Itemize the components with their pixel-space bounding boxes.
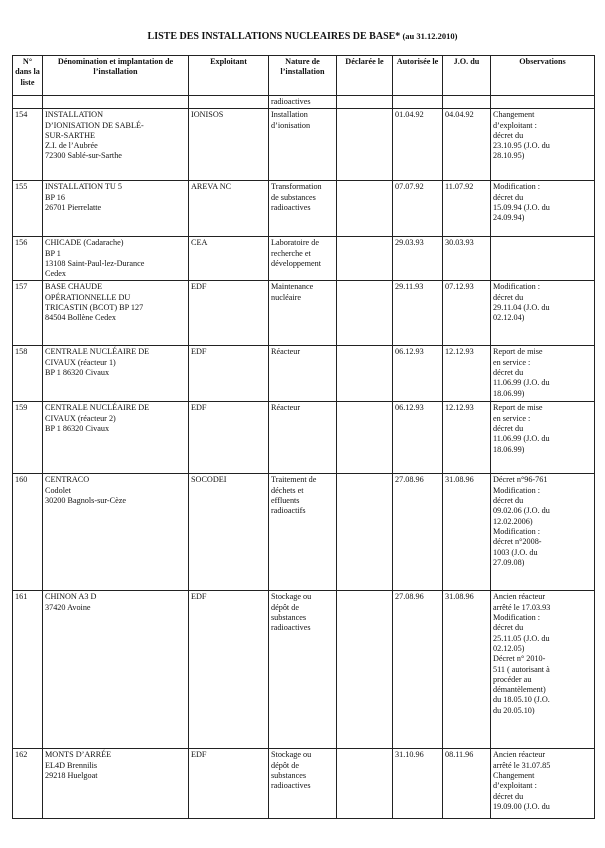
cell-observations [491, 237, 595, 281]
cell-declaree [337, 402, 393, 474]
table-row [13, 237, 595, 281]
title-main: LISTE DES INSTALLATIONS NUCLEAIRES DE BASE* [147, 31, 401, 42]
cell-line: arrêté le 31.07.85 [493, 760, 551, 770]
cell-line: 12.02.2006) [493, 516, 533, 526]
header-exploitant: Exploitant [189, 56, 269, 96]
cell-observations [491, 281, 595, 346]
cell-line: dépôt de [271, 760, 299, 770]
cell-line: Réacteur [271, 347, 301, 357]
cell-line: CIVAUX (réacteur 2) [45, 413, 116, 423]
header-declaree: Déclarée le [337, 56, 393, 96]
cell-line: en service : [493, 357, 531, 367]
cell-line: substances [271, 613, 307, 623]
cell-line: Changement [493, 110, 535, 120]
cell-num: 161 [13, 591, 43, 749]
cell-num: 162 [13, 749, 43, 819]
cell-line: 72300 Sablé-sur-Sarthe [45, 151, 122, 161]
header-num: N° dans la liste [13, 56, 43, 96]
cell-line: MONTS D’ARRÉE [45, 750, 112, 760]
cell-line: 11.06.99 (J.O. du [493, 378, 550, 388]
cell-exploitant: AREVA NC [189, 181, 269, 237]
cell-line: Installation [271, 110, 308, 120]
cell-line: CHICADE (Cadarache) [45, 238, 124, 248]
title-date: (au 31.12.2010) [400, 31, 458, 41]
table-header-row [13, 56, 595, 96]
cell-nature [269, 109, 337, 181]
cell-autorisee: 01.04.92 [393, 109, 443, 181]
cell-declaree [337, 281, 393, 346]
cell-line: 23.10.95 (J.O. du [493, 141, 550, 151]
cell-observations [491, 474, 595, 591]
header-nature: Nature de l’installation [269, 56, 337, 96]
cell-line: procéder au [493, 674, 532, 684]
cell-nature [269, 474, 337, 591]
header-autorisee: Autorisée le [393, 56, 443, 96]
cell-line: TRICASTIN (BCOT) BP 127 [45, 303, 144, 313]
cell-line: déchets et [271, 485, 304, 495]
cell-name [43, 181, 189, 237]
cell-line: décret n°2008- [493, 537, 542, 547]
cell-line: Modification : [493, 282, 541, 292]
cell-autorisee [393, 96, 443, 109]
cell-line: 25.11.05 (J.O. du [493, 633, 550, 643]
cell-line: Cedex [45, 269, 66, 279]
cell-line: Décret n°96-761 [493, 475, 548, 485]
cell-line: Modification : [493, 526, 541, 536]
cell-line: 511 ( autorisant à [493, 664, 550, 674]
cell-line: 02.12.04) [493, 313, 525, 323]
cell-line: radioactifs [271, 506, 306, 516]
cell-exploitant: EDF [189, 281, 269, 346]
cell-jo: 12.12.93 [443, 402, 491, 474]
cell-observations [491, 402, 595, 474]
cell-line: SUR-SARTHE [45, 130, 96, 140]
cell-declaree [337, 109, 393, 181]
cell-line: décret du [493, 623, 524, 633]
cell-name [43, 109, 189, 181]
cell-line: 28.10.95) [493, 151, 525, 161]
cell-line: d’exploitant : [493, 781, 537, 791]
cell-line: 09.02.06 (J.O. du [493, 506, 550, 516]
cell-name [43, 281, 189, 346]
cell-line: décret du [493, 130, 524, 140]
cell-line: de substances [271, 192, 316, 202]
cell-line: CENTRACO [45, 475, 90, 485]
cell-line: d’ionisation [271, 120, 311, 130]
cell-line: 11.06.99 (J.O. du [493, 434, 550, 444]
cell-line: D’IONISATION DE SABLÉ- [45, 120, 144, 130]
cell-line: Modification : [493, 485, 541, 495]
cell-declaree [337, 474, 393, 591]
cell-autorisee: 29.03.93 [393, 237, 443, 281]
cell-line: 30200 Bagnols-sur-Cèze [45, 496, 127, 506]
cell-line: 84504 Bollène Cedex [45, 313, 116, 323]
cell-line: 19.09.00 (J.O. du [493, 801, 550, 811]
cell-autorisee: 06.12.93 [393, 402, 443, 474]
cell-line: CIVAUX (réacteur 1) [45, 357, 116, 367]
cell-nature [269, 346, 337, 402]
cell-line: d’exploitant : [493, 120, 537, 130]
cell-exploitant: EDF [189, 402, 269, 474]
cell-line: Réacteur [271, 403, 301, 413]
cell-declaree [337, 346, 393, 402]
cell-observations [491, 96, 595, 109]
cell-jo: 08.11.96 [443, 749, 491, 819]
cell-line: 13108 Saint-Paul-lez-Durance [45, 258, 145, 268]
cell-declaree [337, 237, 393, 281]
cell-num: 160 [13, 474, 43, 591]
cell-autorisee: 27.08.96 [393, 474, 443, 591]
cell-line: Traitement de [271, 475, 317, 485]
cell-nature [269, 749, 337, 819]
cell-exploitant: IONISOS [189, 109, 269, 181]
cell-line: décret du [493, 192, 524, 202]
cell-exploitant: SOCODEI [189, 474, 269, 591]
table-row [13, 181, 595, 237]
cell-line: Modification : [493, 182, 541, 192]
cell-num: 156 [13, 237, 43, 281]
cell-num: 158 [13, 346, 43, 402]
cell-line: 15.09.94 (J.O. du [493, 202, 550, 212]
cell-num: 154 [13, 109, 43, 181]
cell-observations [491, 181, 595, 237]
cell-name [43, 96, 189, 109]
cell-jo [443, 96, 491, 109]
cell-line: BP 16 [45, 192, 65, 202]
cell-line: Transformation [271, 182, 322, 192]
cell-line: BP 1 [45, 248, 61, 258]
cell-autorisee: 31.10.96 [393, 749, 443, 819]
cell-name [43, 237, 189, 281]
table-row [13, 591, 595, 749]
cell-line: 27.09.08) [493, 557, 525, 567]
cell-jo: 30.03.93 [443, 237, 491, 281]
cell-jo: 11.07.92 [443, 181, 491, 237]
table-row [13, 749, 595, 819]
cell-line: 37420 Avoine [45, 602, 91, 612]
cell-line: recherche et [271, 248, 311, 258]
cell-line: CENTRALE NUCLÉAIRE DE [45, 347, 150, 357]
cell-autorisee: 06.12.93 [393, 346, 443, 402]
table-row [13, 474, 595, 591]
cell-num: 157 [13, 281, 43, 346]
cell-exploitant: EDF [189, 591, 269, 749]
cell-line: arrêté le 17.03.93 [493, 602, 551, 612]
cell-declaree [337, 181, 393, 237]
cell-line: BP 1 86320 Civaux [45, 424, 110, 434]
header-jo: J.O. du [443, 56, 491, 96]
cell-line: Changement [493, 771, 535, 781]
cell-exploitant: CEA [189, 237, 269, 281]
cell-line: 1003 (J.O. du [493, 547, 538, 557]
cell-line: Report de mise [493, 403, 543, 413]
table-row [13, 402, 595, 474]
cell-line: BASE CHAUDE [45, 282, 103, 292]
cell-declaree [337, 591, 393, 749]
cell-line: décret du [493, 496, 524, 506]
cell-line: 24.09.94) [493, 213, 525, 223]
cell-name [43, 474, 189, 591]
cell-jo: 31.08.96 [443, 474, 491, 591]
cell-line: démantèlement) [493, 685, 546, 695]
cell-line: décret du [493, 368, 524, 378]
continued-row [13, 96, 595, 109]
installations-table [12, 55, 595, 819]
cell-jo: 31.08.96 [443, 591, 491, 749]
cell-line: 02.12.05) [493, 643, 525, 653]
cell-line: Z.I. de l’Aubrée [45, 141, 98, 151]
cell-line: Maintenance [271, 282, 314, 292]
cell-line: 18.06.99) [493, 444, 525, 454]
cell-line: 18.06.99) [493, 388, 525, 398]
cell-line: radioactives [271, 781, 311, 791]
cell-line: décret du [493, 424, 524, 434]
cell-line: INSTALLATION [45, 110, 104, 120]
cell-line: OPÉRATIONNELLE DU [45, 292, 131, 302]
cell-autorisee: 07.07.92 [393, 181, 443, 237]
cell-line: du 20.05.10) [493, 705, 535, 715]
cell-declaree [337, 96, 393, 109]
cell-line: nucléaire [271, 292, 301, 302]
cell-line: effluents [271, 496, 300, 506]
cell-num: 155 [13, 181, 43, 237]
table-body [13, 96, 595, 819]
cell-line: du 18.05.10 (J.O. [493, 695, 550, 705]
cell-name [43, 346, 189, 402]
cell-nature [269, 237, 337, 281]
header-observations: Observations [491, 56, 595, 96]
cell-line: Codolet [45, 485, 71, 495]
cell-line: en service : [493, 413, 531, 423]
cell-num [13, 96, 43, 109]
cell-line: CENTRALE NUCLÉAIRE DE [45, 403, 150, 413]
cell-line: 29218 Huelgoat [45, 771, 98, 781]
cell-declaree [337, 749, 393, 819]
cell-exploitant [189, 96, 269, 109]
cell-nature [269, 402, 337, 474]
cell-exploitant: EDF [189, 749, 269, 819]
cell-line: développement [271, 258, 322, 268]
cell-line: Modification : [493, 613, 541, 623]
cell-line: EL4D Brennilis [45, 760, 98, 770]
cell-line: BP 1 86320 Civaux [45, 368, 110, 378]
cell-name [43, 591, 189, 749]
cell-observations [491, 749, 595, 819]
cell-line: radioactives [271, 623, 311, 633]
cell-nature [269, 281, 337, 346]
cell-line: Ancien réacteur [493, 750, 546, 760]
cell-line: substances [271, 771, 307, 781]
cell-nature [269, 181, 337, 237]
cell-jo: 07.12.93 [443, 281, 491, 346]
cell-line: décret du [493, 791, 524, 801]
table-row [13, 109, 595, 181]
cell-line: dépôt de [271, 602, 299, 612]
cell-line: Stockage ou [271, 592, 312, 602]
cell-name [43, 402, 189, 474]
cell-line: Report de mise [493, 347, 543, 357]
cell-autorisee: 29.11.93 [393, 281, 443, 346]
cell-nature: radioactives [269, 96, 337, 109]
cell-line: Stockage ou [271, 750, 312, 760]
cell-jo: 12.12.93 [443, 346, 491, 402]
cell-line: radioactives [271, 202, 311, 212]
cell-jo: 04.04.92 [443, 109, 491, 181]
cell-observations [491, 109, 595, 181]
cell-line: Ancien réacteur [493, 592, 546, 602]
cell-num: 159 [13, 402, 43, 474]
table-row [13, 346, 595, 402]
page-title [0, 31, 605, 42]
table-row [13, 281, 595, 346]
cell-line: INSTALLATION TU 5 [45, 182, 122, 192]
cell-autorisee: 27.08.96 [393, 591, 443, 749]
cell-line: 29.11.04 (J.O. du [493, 303, 550, 313]
cell-line: Décret n° 2010- [493, 654, 546, 664]
cell-name [43, 749, 189, 819]
cell-observations [491, 346, 595, 402]
header-name: Dénomination et implantation de l’installation [43, 56, 189, 96]
cell-line: 26701 Pierrelatte [45, 202, 102, 212]
cell-line: décret du [493, 292, 524, 302]
cell-exploitant: EDF [189, 346, 269, 402]
cell-line: Laboratoire de [271, 238, 319, 248]
cell-line: CHINON A3 D [45, 592, 97, 602]
cell-nature [269, 591, 337, 749]
cell-observations [491, 591, 595, 749]
